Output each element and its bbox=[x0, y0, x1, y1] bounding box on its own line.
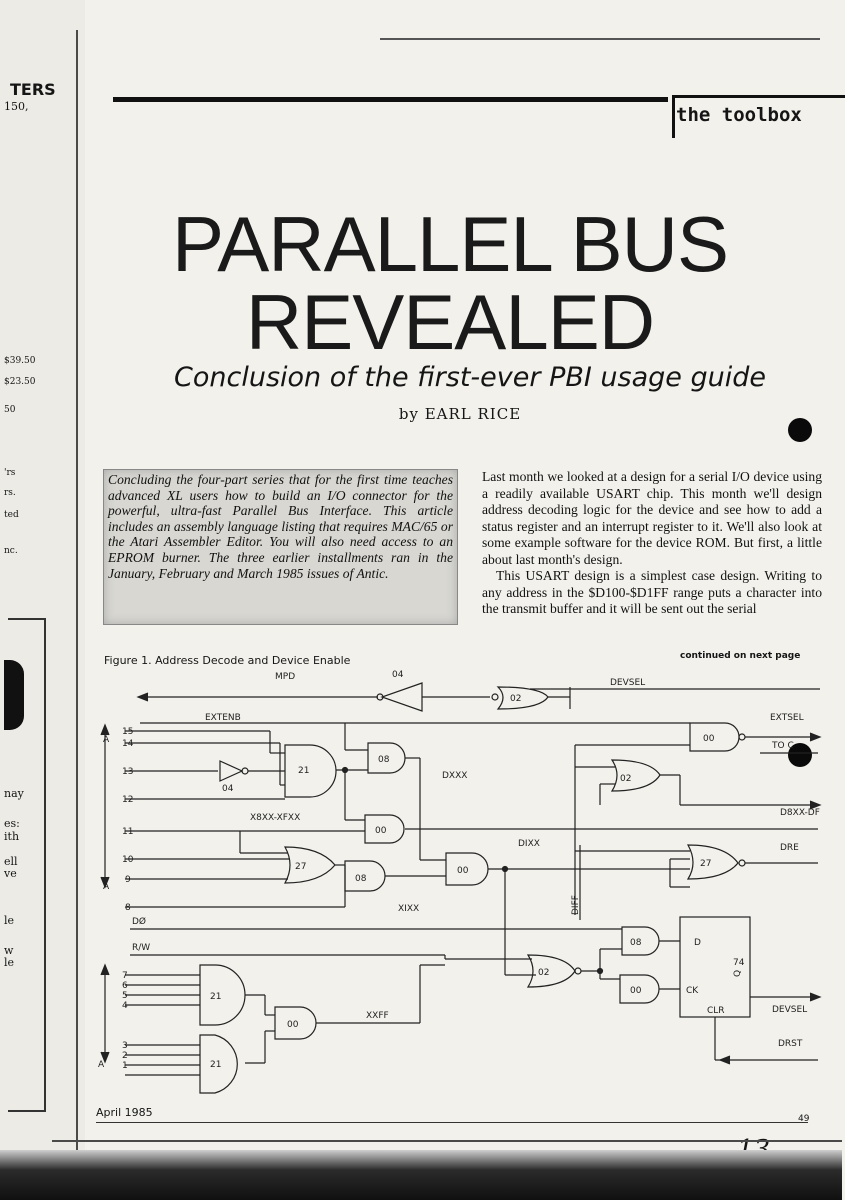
flipflop-pin: Q bbox=[733, 969, 743, 977]
address-line-label: 7 bbox=[122, 971, 128, 981]
punch-hole-dot bbox=[788, 418, 812, 442]
gate-label: 02 bbox=[510, 694, 522, 704]
intro-text: Concluding the four-part series that for the first time teaches advanced XL users how to build an I/O connector for the powerful, ultra-fast Parallel Bus Interface. This article includes an assembly language listing that requires MAC/65 or the Atari Assembler Editor. You will also need access to an EPROM burner. The three earlier installments ran in the January, February and March 1985 issues of Antic. bbox=[108, 472, 453, 581]
signal-x8xx-xfxx: X8XX-XFXX bbox=[250, 813, 301, 823]
gate-label: 00 bbox=[375, 826, 387, 836]
address-line-label: 2 bbox=[122, 1051, 128, 1061]
page-fold-line bbox=[76, 30, 78, 1150]
article-subtitle: Conclusion of the first-ever PBI usage guide bbox=[174, 362, 766, 393]
address-line-label: 5 bbox=[122, 991, 128, 1001]
address-line-label: 9 bbox=[125, 875, 131, 885]
body-paragraph: Last month we looked at a design for a serial I/O device using a readily available USART chip. This month we'll design address decoding logic for the device and see how to add a status register and an interrupt register to it. We'll also look at some example software for the device ROM. But first, a little about last month's design. bbox=[482, 469, 822, 567]
previous-page-fragment: es: bbox=[4, 817, 20, 830]
previous-page-fragment: le bbox=[4, 956, 15, 969]
flipflop-pin: CLR bbox=[707, 1006, 725, 1016]
previous-page-fragment: w bbox=[4, 944, 14, 957]
signal-rw: R/W bbox=[132, 943, 151, 953]
flipflop-pin: CK bbox=[686, 986, 699, 996]
continued-note: continued on next page bbox=[680, 651, 801, 661]
signal-d8xx-df: D8XX-DF bbox=[780, 808, 820, 818]
signal-dixx: DIXX bbox=[518, 839, 540, 849]
page-bottom-edge bbox=[52, 1140, 842, 1142]
gate-label: 21 bbox=[298, 766, 310, 776]
signal-extsel: EXTSEL bbox=[770, 713, 804, 723]
gate-label: 04 bbox=[222, 784, 234, 794]
gate-label: 21 bbox=[210, 992, 222, 1002]
logic-diagram bbox=[100, 665, 822, 1100]
previous-page-fragment: rs. bbox=[4, 488, 16, 498]
address-line-label: 4 bbox=[122, 1001, 128, 1011]
gate-label: 00 bbox=[630, 986, 642, 996]
page-number: 49 bbox=[798, 1114, 810, 1124]
signal-to: TO C bbox=[772, 741, 794, 751]
body-paragraph: This USART design is a simplest case design. Writing to any address in the $D100-$D1FF range puts a character into the transmit buffer and it will be sent out the serial bbox=[482, 568, 822, 616]
gate-label: 21 bbox=[210, 1060, 222, 1070]
gate-label: 00 bbox=[703, 734, 715, 744]
gate-label: 08 bbox=[630, 938, 642, 948]
previous-page-dark-shape bbox=[4, 660, 24, 730]
previous-page-fragment: ted bbox=[4, 510, 19, 520]
gate-label: 08 bbox=[355, 874, 367, 884]
byline: by EARL RICE bbox=[398, 405, 522, 423]
address-line-label: 15 bbox=[122, 727, 134, 737]
gate-label: 00 bbox=[457, 866, 469, 876]
article-title-line2: REVEALED bbox=[245, 278, 655, 366]
signal-d0: DØ bbox=[132, 917, 147, 927]
signal-devsel-top: DEVSEL bbox=[610, 678, 646, 688]
signal-xixx: XIXX bbox=[398, 904, 420, 914]
signal-xxff: XXFF bbox=[366, 1011, 389, 1021]
previous-page-price: $39.50 bbox=[4, 356, 36, 366]
article-title bbox=[140, 200, 760, 366]
address-line-label: 1 bbox=[122, 1061, 128, 1071]
address-line-label: 6 bbox=[122, 981, 128, 991]
gate-label: 27 bbox=[295, 862, 307, 872]
footer-date: April 1985 bbox=[96, 1106, 153, 1119]
address-line-label: 14 bbox=[122, 739, 134, 749]
address-line-label: 12 bbox=[122, 795, 134, 805]
address-line-label: 11 bbox=[122, 827, 134, 837]
previous-page-fragment: 'rs bbox=[4, 468, 16, 478]
signal-devsel-out: DEVSEL bbox=[772, 1005, 808, 1015]
gate-label: 02 bbox=[538, 968, 550, 978]
signal-drst: DRST bbox=[778, 1039, 803, 1049]
article-title-line1: PARALLEL BUS bbox=[172, 200, 728, 288]
scan-edge-line bbox=[380, 38, 820, 40]
address-line-label: 13 bbox=[122, 767, 134, 777]
signal-mpd: MPD bbox=[275, 672, 296, 682]
previous-page-fragment: ith bbox=[4, 830, 20, 843]
previous-page-fragment: ell bbox=[4, 855, 18, 868]
bus-label-a: A bbox=[103, 735, 110, 745]
ic-label: 74 bbox=[733, 958, 745, 968]
gate-label: 08 bbox=[378, 755, 390, 765]
gate-label: 00 bbox=[287, 1020, 299, 1030]
previous-page-fragment: nc. bbox=[4, 546, 18, 556]
address-line-label: 10 bbox=[122, 855, 134, 865]
previous-page-fragment: ve bbox=[4, 867, 17, 880]
bus-label-a: A bbox=[103, 882, 110, 892]
previous-page-fragment: nay bbox=[4, 787, 24, 800]
gate-label: 04 bbox=[392, 670, 404, 680]
gate-label: 27 bbox=[700, 859, 712, 869]
previous-page-subheading: 150, bbox=[4, 100, 29, 113]
gate-label: 02 bbox=[620, 774, 632, 784]
footer-rule bbox=[96, 1122, 808, 1123]
section-label: the toolbox bbox=[676, 104, 802, 126]
signal-diff: DIFF bbox=[571, 895, 581, 915]
body-column bbox=[482, 469, 822, 618]
flipflop-pin: D bbox=[694, 938, 701, 948]
header-rule bbox=[113, 97, 668, 102]
scan-shadow bbox=[0, 1150, 842, 1200]
signal-extenb: EXTENB bbox=[205, 713, 241, 723]
previous-page-fragment: le bbox=[4, 914, 15, 927]
address-line-label: 3 bbox=[122, 1041, 128, 1051]
bus-label-a: A bbox=[98, 1060, 105, 1070]
previous-page-price: $23.50 bbox=[4, 377, 36, 387]
signal-dre: DRE bbox=[780, 843, 799, 853]
previous-page-heading: TERS bbox=[10, 80, 56, 99]
previous-page-price: 50 bbox=[4, 405, 16, 415]
signal-dxxx: DXXX bbox=[442, 771, 468, 781]
figure-caption: Figure 1. Address Decode and Device Enable bbox=[104, 654, 351, 667]
address-line-label: 8 bbox=[125, 903, 131, 913]
